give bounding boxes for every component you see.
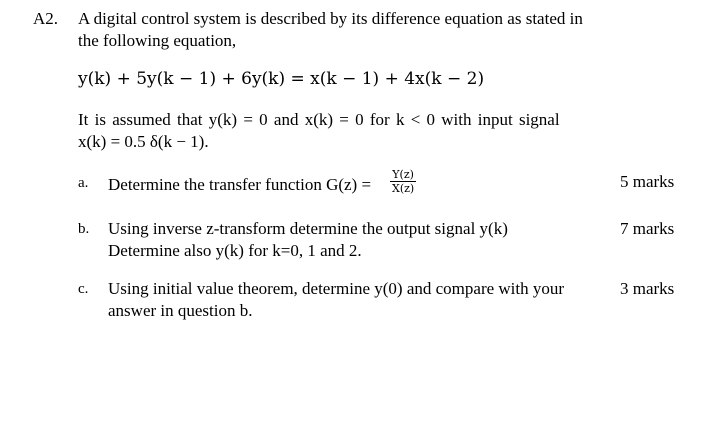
part-b-marks: 7 marks — [620, 219, 675, 238]
part-c-text-line-1: Using initial value theorem, determine y(0) and compare with your — [108, 279, 565, 298]
assumption-line-2: x(k) = 0.5 δ(k − 1). — [78, 132, 209, 151]
part-c-marks: 3 marks — [620, 279, 675, 298]
part-a-marks: 5 marks — [620, 172, 675, 191]
question-intro-line-2: the following equation, — [78, 31, 237, 50]
assumption-line-1: It is assumed that y(k) = 0 and x(k) = 0 for k < 0 with input signal — [78, 110, 560, 129]
part-c-letter: c. — [78, 281, 89, 297]
transfer-function-fraction — [390, 168, 416, 195]
part-c-text-line-2: answer in question b. — [108, 301, 253, 320]
part-b-text-line-2: Determine also y(k) for k=0, 1 and 2. — [108, 241, 362, 260]
question-intro-line-1: A digital control system is described by its difference equation as stated in — [78, 9, 583, 28]
fraction-numerator: Y(z) — [390, 168, 416, 182]
part-b-text-line-1: Using inverse z-transform determine the output signal y(k) — [108, 219, 508, 238]
part-b-letter: b. — [78, 221, 90, 237]
part-a-text: Determine the transfer function G(z) = — [108, 175, 372, 194]
fraction-denominator: X(z) — [392, 182, 415, 195]
question-number: A2. — [33, 9, 59, 28]
difference-equation: y(k) + 5y(k − 1) + 6y(k) = x(k − 1) + 4x(k − 2) — [78, 69, 485, 89]
part-a-letter: a. — [78, 175, 89, 191]
